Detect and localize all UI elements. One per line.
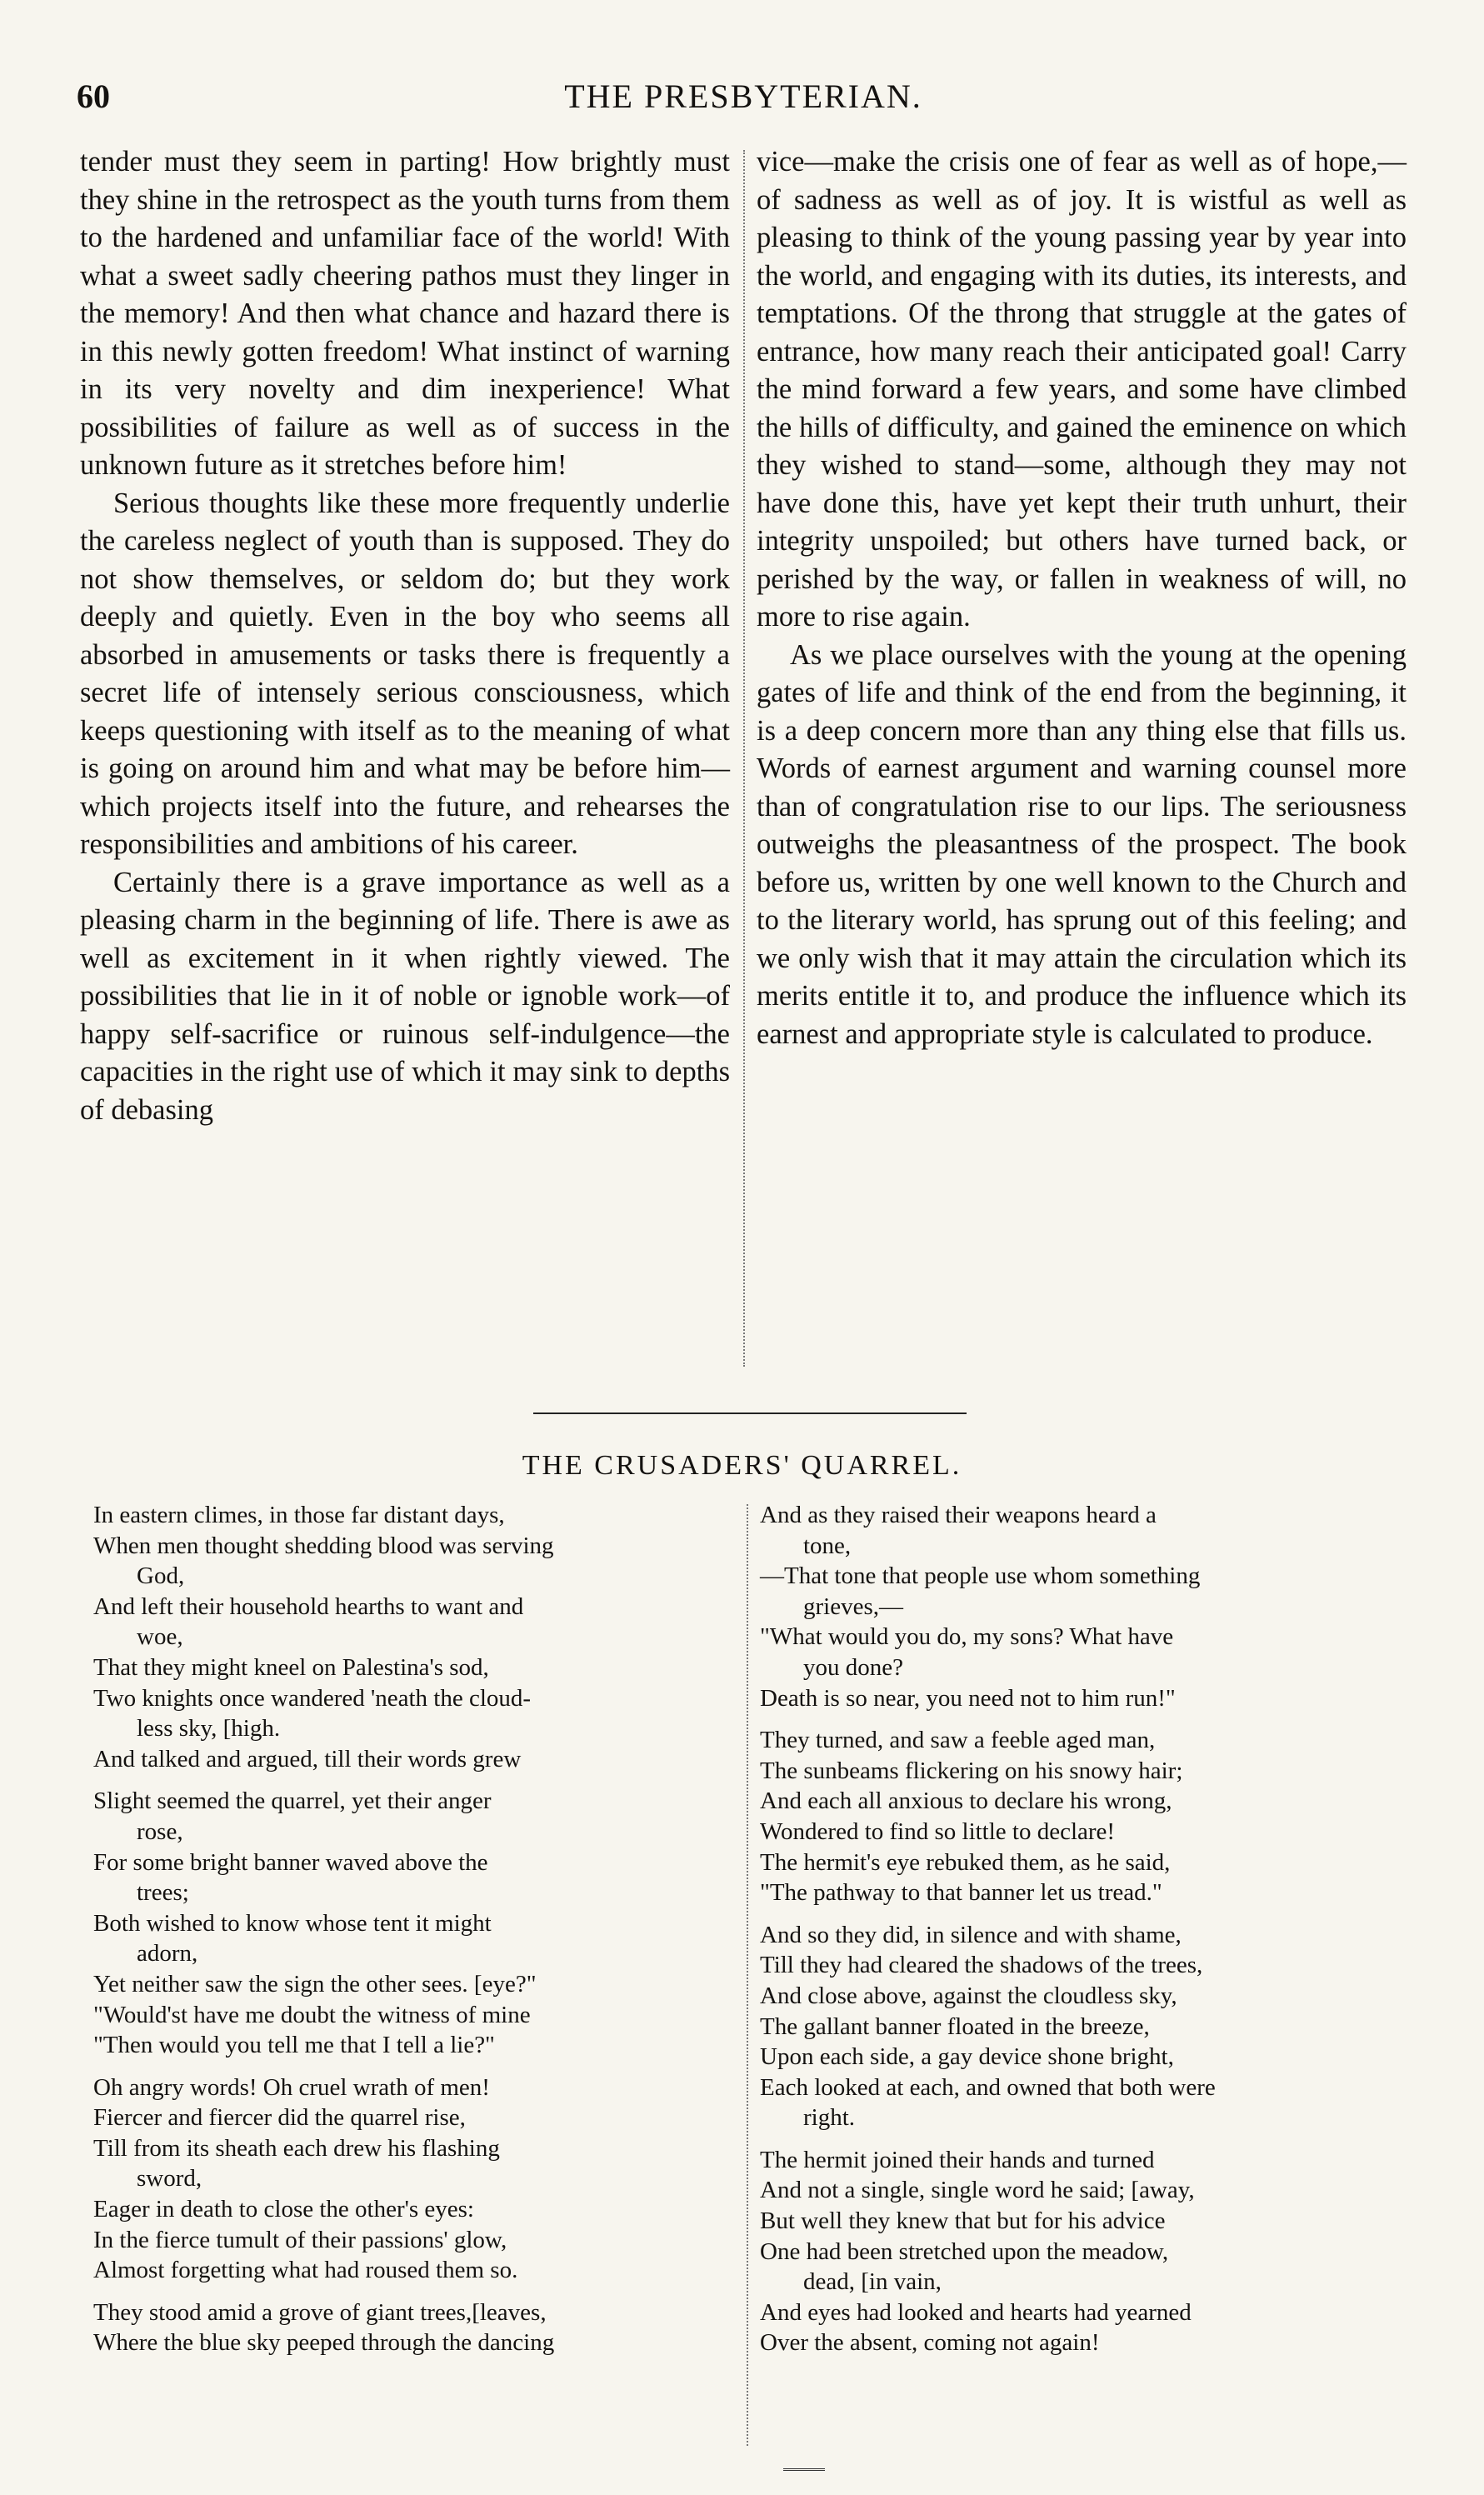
- poem-stanza: [760, 1725, 1418, 1908]
- column-divider: [743, 150, 745, 1367]
- poem-line: And eyes had looked and hearts had yearned: [760, 2298, 1192, 2326]
- poem-line: less sky, [high.: [137, 1715, 281, 1742]
- poem-line: rose,: [137, 1818, 183, 1845]
- poem-line: And talked and argued, till their words grew: [93, 1745, 522, 1772]
- poem-line: Wondered to find so little to declare!: [760, 1818, 1116, 1845]
- poem-line: The sunbeams flickering on his snowy hair;: [760, 1757, 1183, 1784]
- poem-line: In the fierce tumult of their passions' glow,: [93, 2226, 507, 2253]
- poem-stanza: [93, 2072, 752, 2286]
- poem-line: Yet neither saw the sign the other sees. [eye?": [93, 1970, 537, 1998]
- poem-line: dead, [in vain,: [803, 2268, 942, 2296]
- poem-line: Till they had cleared the shadows of the trees,: [760, 1952, 1203, 1979]
- poem-line: One had been stretched upon the meadow,: [760, 2238, 1169, 2265]
- poem-line: The gallant banner floated in the breeze,: [760, 2012, 1150, 2040]
- poem-line: "What would you do, my sons? What have: [760, 1623, 1174, 1651]
- end-flourish: [783, 2468, 825, 2471]
- article-paragraph: tender must they seem in parting! How brightly must they shine in the retrospect as the youth turns from them to the hardened and unfamiliar face of the world! With what a sweet sadly cheering pathos must they linger in the memory! And then what chance and hazard there is in this newly gotten freedom! What instinct of warning in its very novelty and dim inexperience! What possibilities of failure as well as of success in the unknown future as it stretches before him!: [80, 146, 730, 481]
- running-title: THE PRESBYTERIAN.: [564, 78, 922, 115]
- page-number: 60: [77, 78, 110, 115]
- poem-line: And left their household hearths to want and: [93, 1592, 524, 1620]
- poem-line: Till from its sheath each drew his flashing: [93, 2134, 500, 2162]
- poem-stanza: [760, 1920, 1418, 2133]
- section-divider: [533, 1412, 967, 1414]
- poem-stanza: [760, 1500, 1418, 1713]
- poem-column-divider: [747, 1504, 748, 2446]
- poem-stanza: [93, 1786, 752, 2060]
- poem-stanza: [93, 1500, 752, 1774]
- poem-column-right: [760, 1500, 1418, 2370]
- poem-line: That they might kneel on Palestina's sod,: [93, 1653, 489, 1681]
- poem-line: They stood amid a grove of giant trees,[leaves,: [93, 2298, 547, 2326]
- poem-line: Almost forgetting what had roused them so.: [93, 2257, 518, 2284]
- poem-line: tone,: [803, 1532, 852, 1559]
- poem-line: Upon each side, a gay device shone bright,: [760, 2043, 1174, 2071]
- poem-line: For some bright banner waved above the: [93, 1848, 488, 1876]
- poem-line: you done?: [803, 1653, 903, 1681]
- poem-line: grieves,—: [803, 1592, 903, 1620]
- poem-stanza: [760, 2145, 1418, 2358]
- poem-line: —That tone that people use whom something: [760, 1562, 1201, 1590]
- poem-line: And so they did, in silence and with shame,: [760, 1921, 1182, 1948]
- article-column-right: [757, 143, 1407, 1053]
- article-paragraph: As we place ourselves with the young at the opening gates of life and think of the end from the beginning, it is a deep concern more than any thing else that fills us. Words of earnest argument and warning counsel more than of congratulation rise to our lips. The seriousness outweighs the pleasantness of the prospect. The book before us, written by one well known to the Church and to the literary world, has sprung out of this feeling; and we only wish that it may attain the circulation which its merits entitle it to, and produce the influence which its earnest and appropriate style is calculated to produce.: [757, 638, 1407, 1050]
- poem-line: They turned, and saw a feeble aged man,: [760, 1727, 1156, 1754]
- poem-stanza: [93, 2298, 752, 2358]
- poem-line: Eager in death to close the other's eyes:: [93, 2196, 474, 2223]
- poem-line: And not a single, single word he said; [away,: [760, 2177, 1195, 2204]
- poem-title: THE CRUSADERS' QUARREL.: [522, 1450, 962, 1481]
- poem-line: Over the absent, coming not again!: [760, 2329, 1100, 2357]
- page-header: [77, 77, 1410, 127]
- poem-line: And as they raised their weapons heard a: [760, 1502, 1157, 1528]
- poem-line: Two knights once wandered 'neath the cloud-: [93, 1684, 532, 1712]
- poem-line: "Then would you tell me that I tell a lie?": [93, 2032, 495, 2059]
- article-column-left: [80, 143, 730, 1129]
- poem-line: "The pathway to that banner let us tread.": [760, 1879, 1162, 1907]
- poem-line: The hermit joined their hands and turned: [760, 2146, 1155, 2173]
- poem-line: God,: [137, 1562, 185, 1590]
- poem-line: right.: [803, 2104, 856, 2132]
- poem-line: When men thought shedding blood was serving: [93, 1532, 554, 1559]
- poem-line: Where the blue sky peeped through the dancing: [93, 2329, 555, 2357]
- poem-line: Slight seemed the quarrel, yet their anger: [93, 1788, 492, 1815]
- poem-line: "Would'st have me doubt the witness of mine: [93, 2001, 531, 2028]
- poem-line: Fiercer and fiercer did the quarrel rise,: [93, 2104, 466, 2132]
- article-paragraph: Serious thoughts like these more frequently underlie the careless neglect of youth than is supposed. They do not show themselves, or seldom do; but they work deeply and quietly. Even in the boy who seems all absorbed in amusements or tasks there is frequently a secret life of intensely serious consciousness, which keeps questioning with itself as to the meaning of what is going on around him and what may be before him—which projects itself into the future, and rehearses the responsibilities and ambitions of his career.: [80, 487, 730, 860]
- poem-line: trees;: [137, 1879, 189, 1907]
- poem-line: The hermit's eye rebuked them, as he said,: [760, 1848, 1171, 1876]
- poem-line: Each looked at each, and owned that both were: [760, 2073, 1216, 2101]
- poem-line: But well they knew that but for his advice: [760, 2208, 1166, 2235]
- poem-line: sword,: [137, 2165, 202, 2192]
- poem-line: And each all anxious to declare his wrong,: [760, 1788, 1172, 1815]
- article-paragraph: vice—make the crisis one of fear as well as of hope,—of sadness as well as of joy. It is wistful as well as pleasing to think of the young passing year by year into the world, and engaging with its duties, its interests, and temptations. Of the throng that struggle at the gates of entrance, how many reach their anticipated goal! Carry the mind forward a few years, and some have climbed the hills of difficulty, and gained the eminence on which they wished to stand—some, although they may not have done this, have yet kept their truth unhurt, their integrity unspoiled; but others have turned back, or perished by the way, or fallen in weakness of will, no more to rise again.: [757, 146, 1407, 632]
- poem-line: woe,: [137, 1623, 183, 1651]
- poem-line: And close above, against the cloudless sky,: [760, 1982, 1177, 2009]
- poem-line: Oh angry words! Oh cruel wrath of men!: [93, 2073, 490, 2101]
- poem-line: Both wished to know whose tent it might: [93, 1909, 492, 1937]
- article-paragraph: Certainly there is a grave importance as well as a pleasing charm in the beginning of life. There is awe as well as excitement in it when rightly viewed. The possibilities that lie in it of noble or ignoble work—of happy self-sacrifice or ruinous self-indulgence—the capacities in the right use of which it may sink to depths of debasing: [80, 866, 730, 1126]
- poem-line: adorn,: [137, 1940, 198, 1968]
- poem-column-left: [93, 1500, 752, 2370]
- poem-line: In eastern climes, in those far distant days,: [93, 1502, 505, 1528]
- poem-line: Death is so near, you need not to him run!": [760, 1684, 1176, 1712]
